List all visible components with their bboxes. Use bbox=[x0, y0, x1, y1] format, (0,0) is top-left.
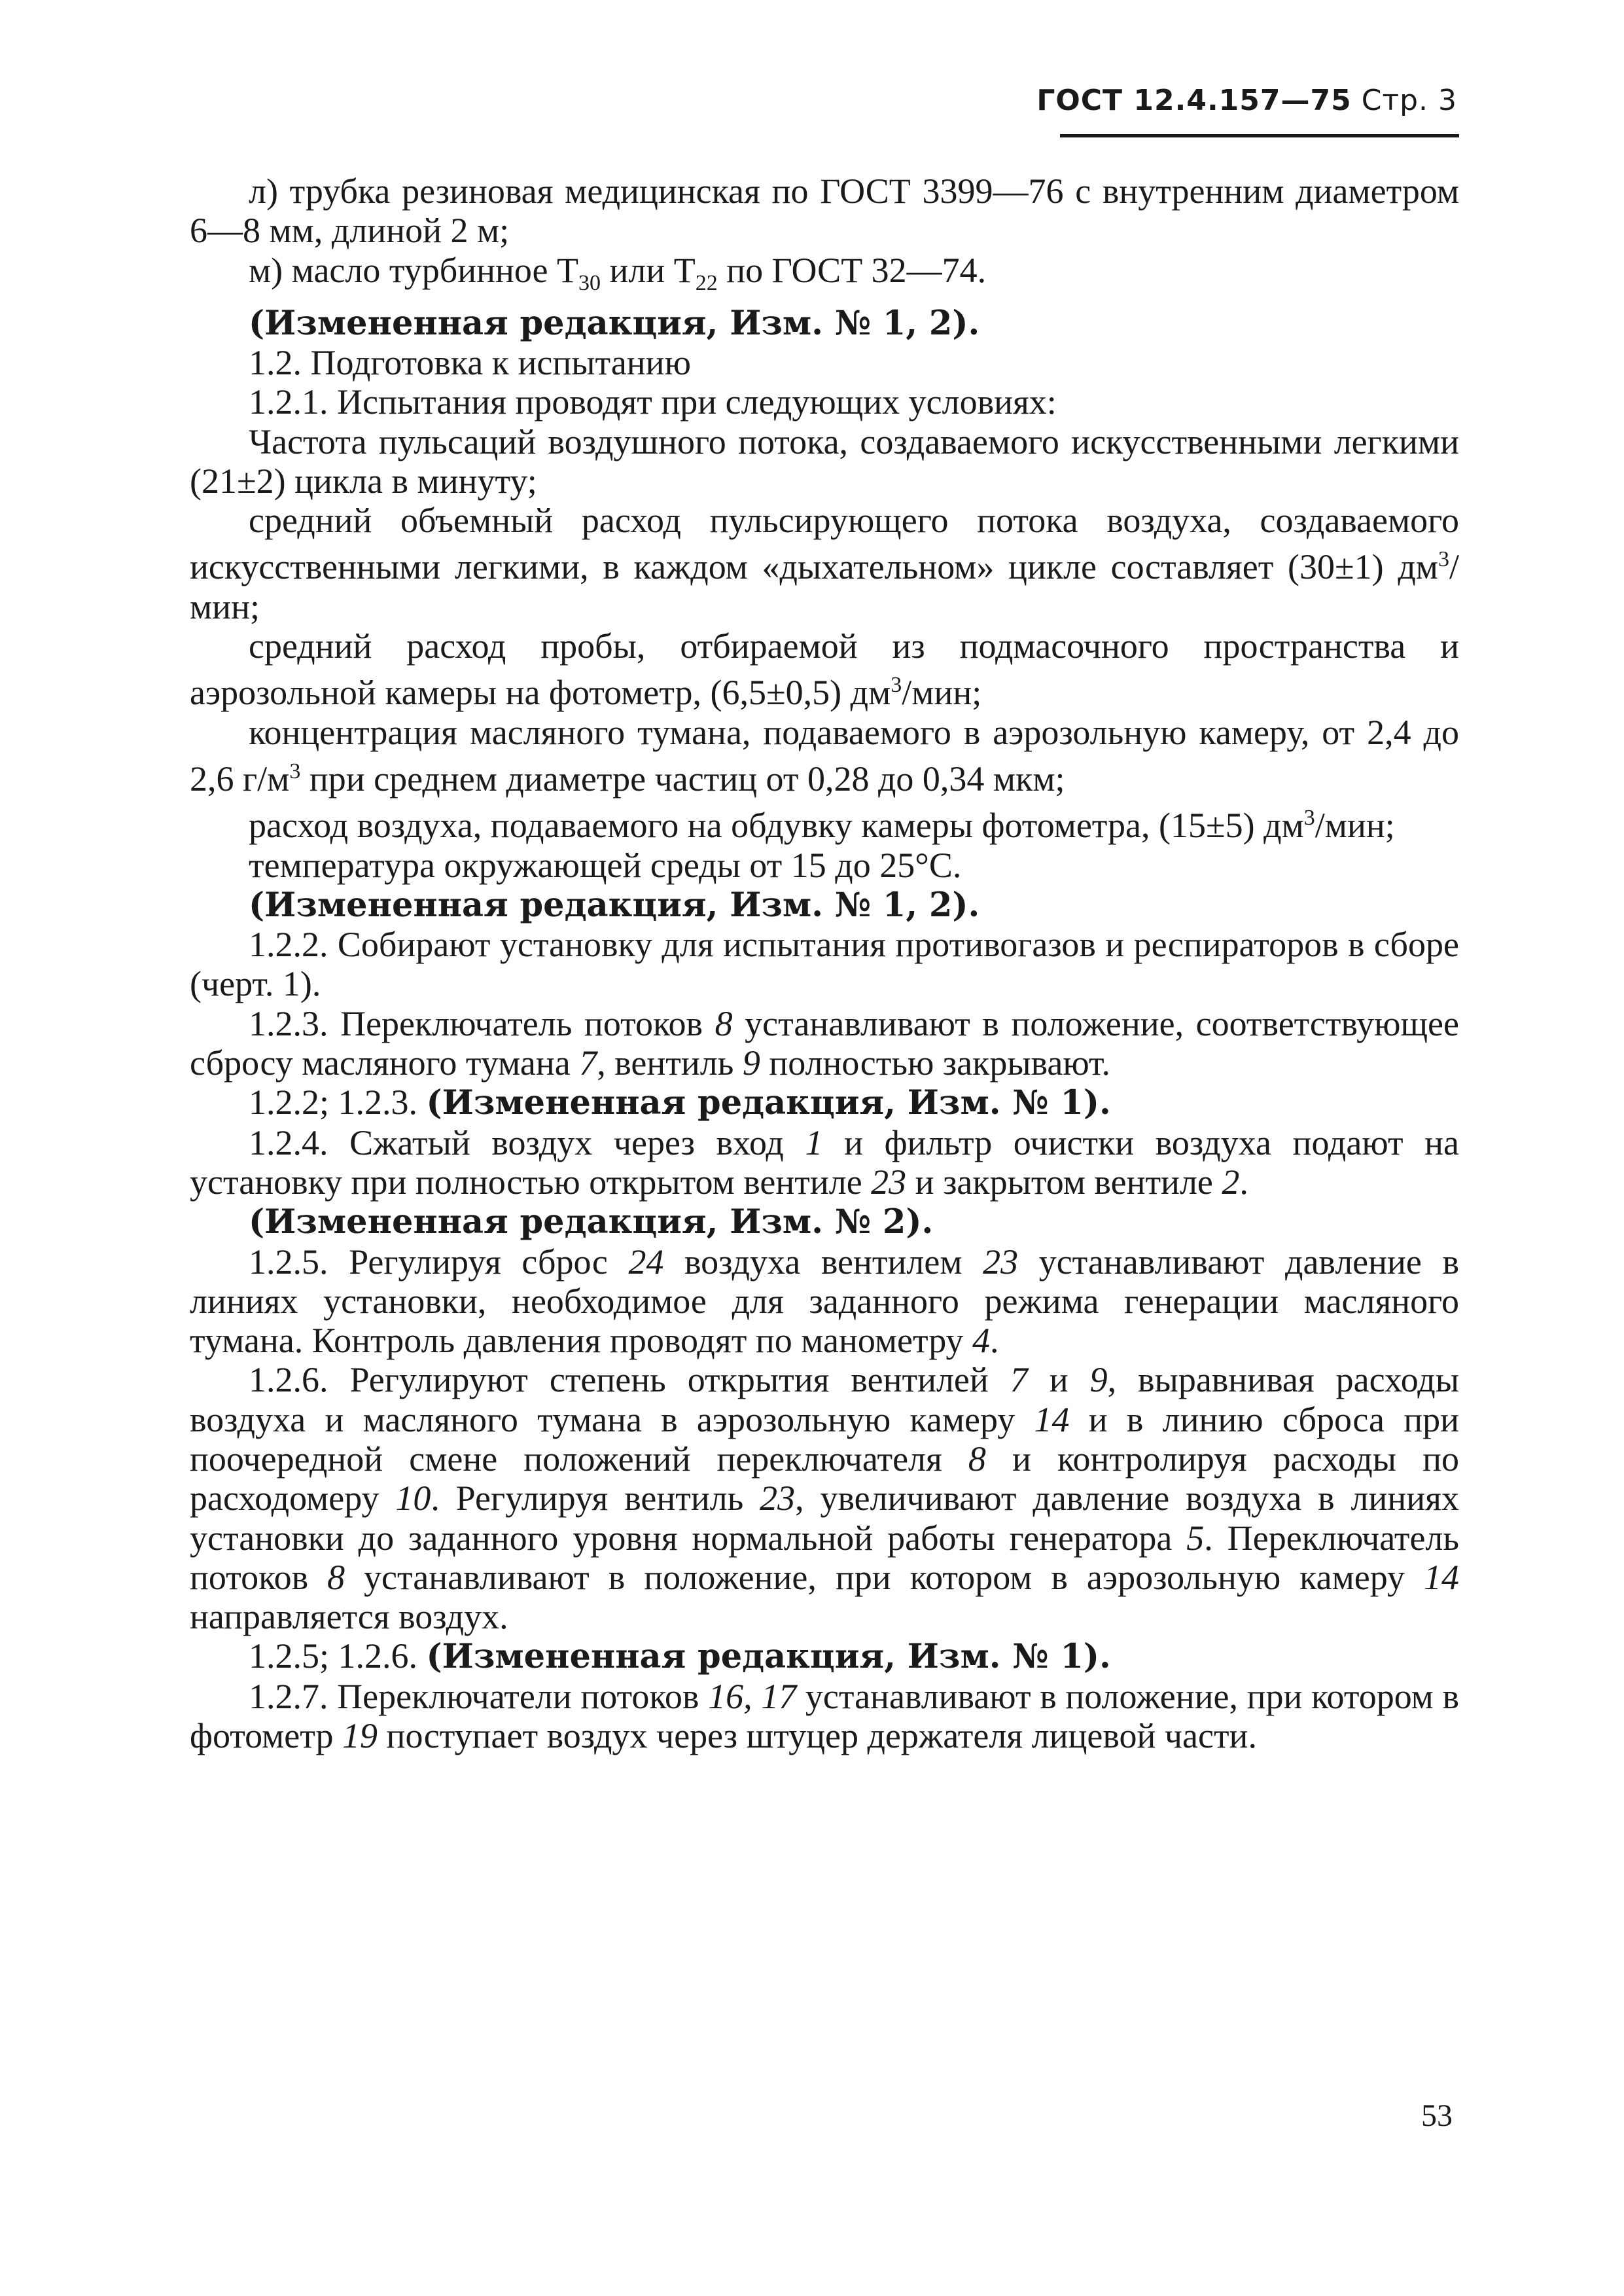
item-m: м) масло турбинное $Т_{30}$ или $Т_{22}$ по ГОСТ 32—74. bbox=[249, 250, 987, 295]
document-body bbox=[190, 171, 1459, 1755]
revision-note: 1.2.2; 1.2.3. (Измененная редакция, Изм. № 1). bbox=[249, 1083, 1111, 1123]
header-rule bbox=[1060, 134, 1459, 137]
revision-note: (Измененная редакция, Изм. № 1, 2). bbox=[249, 885, 980, 925]
clause-1-2-6: 1.2.6. Регулируют степень открытия вентилей 7 и 9, выравнивая расходы воздуха и масляного тумана в аэрозольную камеру 14 и в линию сброса при поочередной смене положений переключателя 8 и контролируя расходы по расходомеру 10. Регулируя вентиль 23, увеличивают давление воздуха в линиях установки до заданного уровня нормальной работы генератора 5. Переключатель потоков 8 устанавливают в положение, при котором в аэрозольную камеру 14 направляется воздух. bbox=[190, 1360, 1460, 1637]
clause-1-2-2: 1.2.2. Собирают установку для испытания противогазов и респираторов в сборе (черт. 1). bbox=[190, 925, 1459, 1004]
clause-1-2-4: 1.2.4. Сжатый воздух через вход 1 и фильтр очистки воздуха подают на установку при полностью открытом вентиле 23 и закрытом вентиле 2. bbox=[190, 1122, 1460, 1202]
revision-note: 1.2.5; 1.2.6. (Измененная редакция, Изм. № 1). bbox=[249, 1636, 1111, 1677]
revision-note: (Измененная редакция, Изм. № 2). bbox=[249, 1202, 934, 1242]
condition-volume-flow: средний объемный расход пульсирующего потока воздуха, создаваемого искусственными легкими, в каждом «дыхательном» цикле составляет (30±1) $дм^3$/мин; bbox=[190, 501, 1459, 626]
condition-frequency: Частота пульсаций воздушного потока, создаваемого искусственными легкими (21±2) цикла в минуту; bbox=[190, 422, 1459, 501]
condition-oil-mist: концентрация масляного тумана, подаваемого в аэрозольную камеру, от 2,4 до 2,6 $г/м^3$ при среднем диаметре частиц от 0,28 до 0,34 мкм; bbox=[190, 712, 1459, 798]
section-heading: 1.2. Подготовка к испытанию bbox=[249, 342, 691, 382]
clause-1-2-1: 1.2.1. Испытания проводят при следующих условиях: bbox=[249, 382, 1057, 422]
item-l: л) трубка резиновая медицинская по ГОСТ 3399—76 с внутренним диаметром 6—8 мм, длиной 2 м; bbox=[190, 171, 1459, 251]
condition-temperature: температура окружающей среды от 15 до 25°С. bbox=[249, 845, 962, 885]
page-header bbox=[1036, 84, 1457, 117]
revision-note: (Измененная редакция, Изм. № 1, 2). bbox=[249, 303, 980, 343]
page-number: 53 bbox=[1421, 2098, 1453, 2133]
standard-code: ГОСТ 12.4.157—75 bbox=[1036, 84, 1352, 117]
condition-air-purge: расход воздуха, подаваемого на обдувку камеры фотометра, (15±5) $дм^3$/мин; bbox=[249, 806, 1395, 846]
page-label: Стр. 3 bbox=[1361, 84, 1457, 117]
clause-1-2-7: 1.2.7. Переключатели потоков 16, 17 устанавливают в положение, при котором в фотометр 19 поступает воздух через штуцер держателя лицевой части. bbox=[190, 1676, 1460, 1756]
clause-1-2-3: 1.2.3. Переключатель потоков 8 устанавливают в положение, соответствующее сбросу масляного тумана 7, вентиль 9 полностью закрывают. bbox=[190, 1003, 1459, 1083]
condition-sample-flow: средний расход пробы, отбираемой из подмасочного пространства и аэрозольной камеры на фотометр, (6,5±0,5) $дм^3$/мин; bbox=[190, 626, 1459, 713]
clause-1-2-5: 1.2.5. Регулируя сброс 24 воздуха вентилем 23 устанавливают давление в линиях установки, необходимое для заданного режима генерации масляного тумана. Контроль давления проводят по манометру 4. bbox=[190, 1242, 1460, 1361]
